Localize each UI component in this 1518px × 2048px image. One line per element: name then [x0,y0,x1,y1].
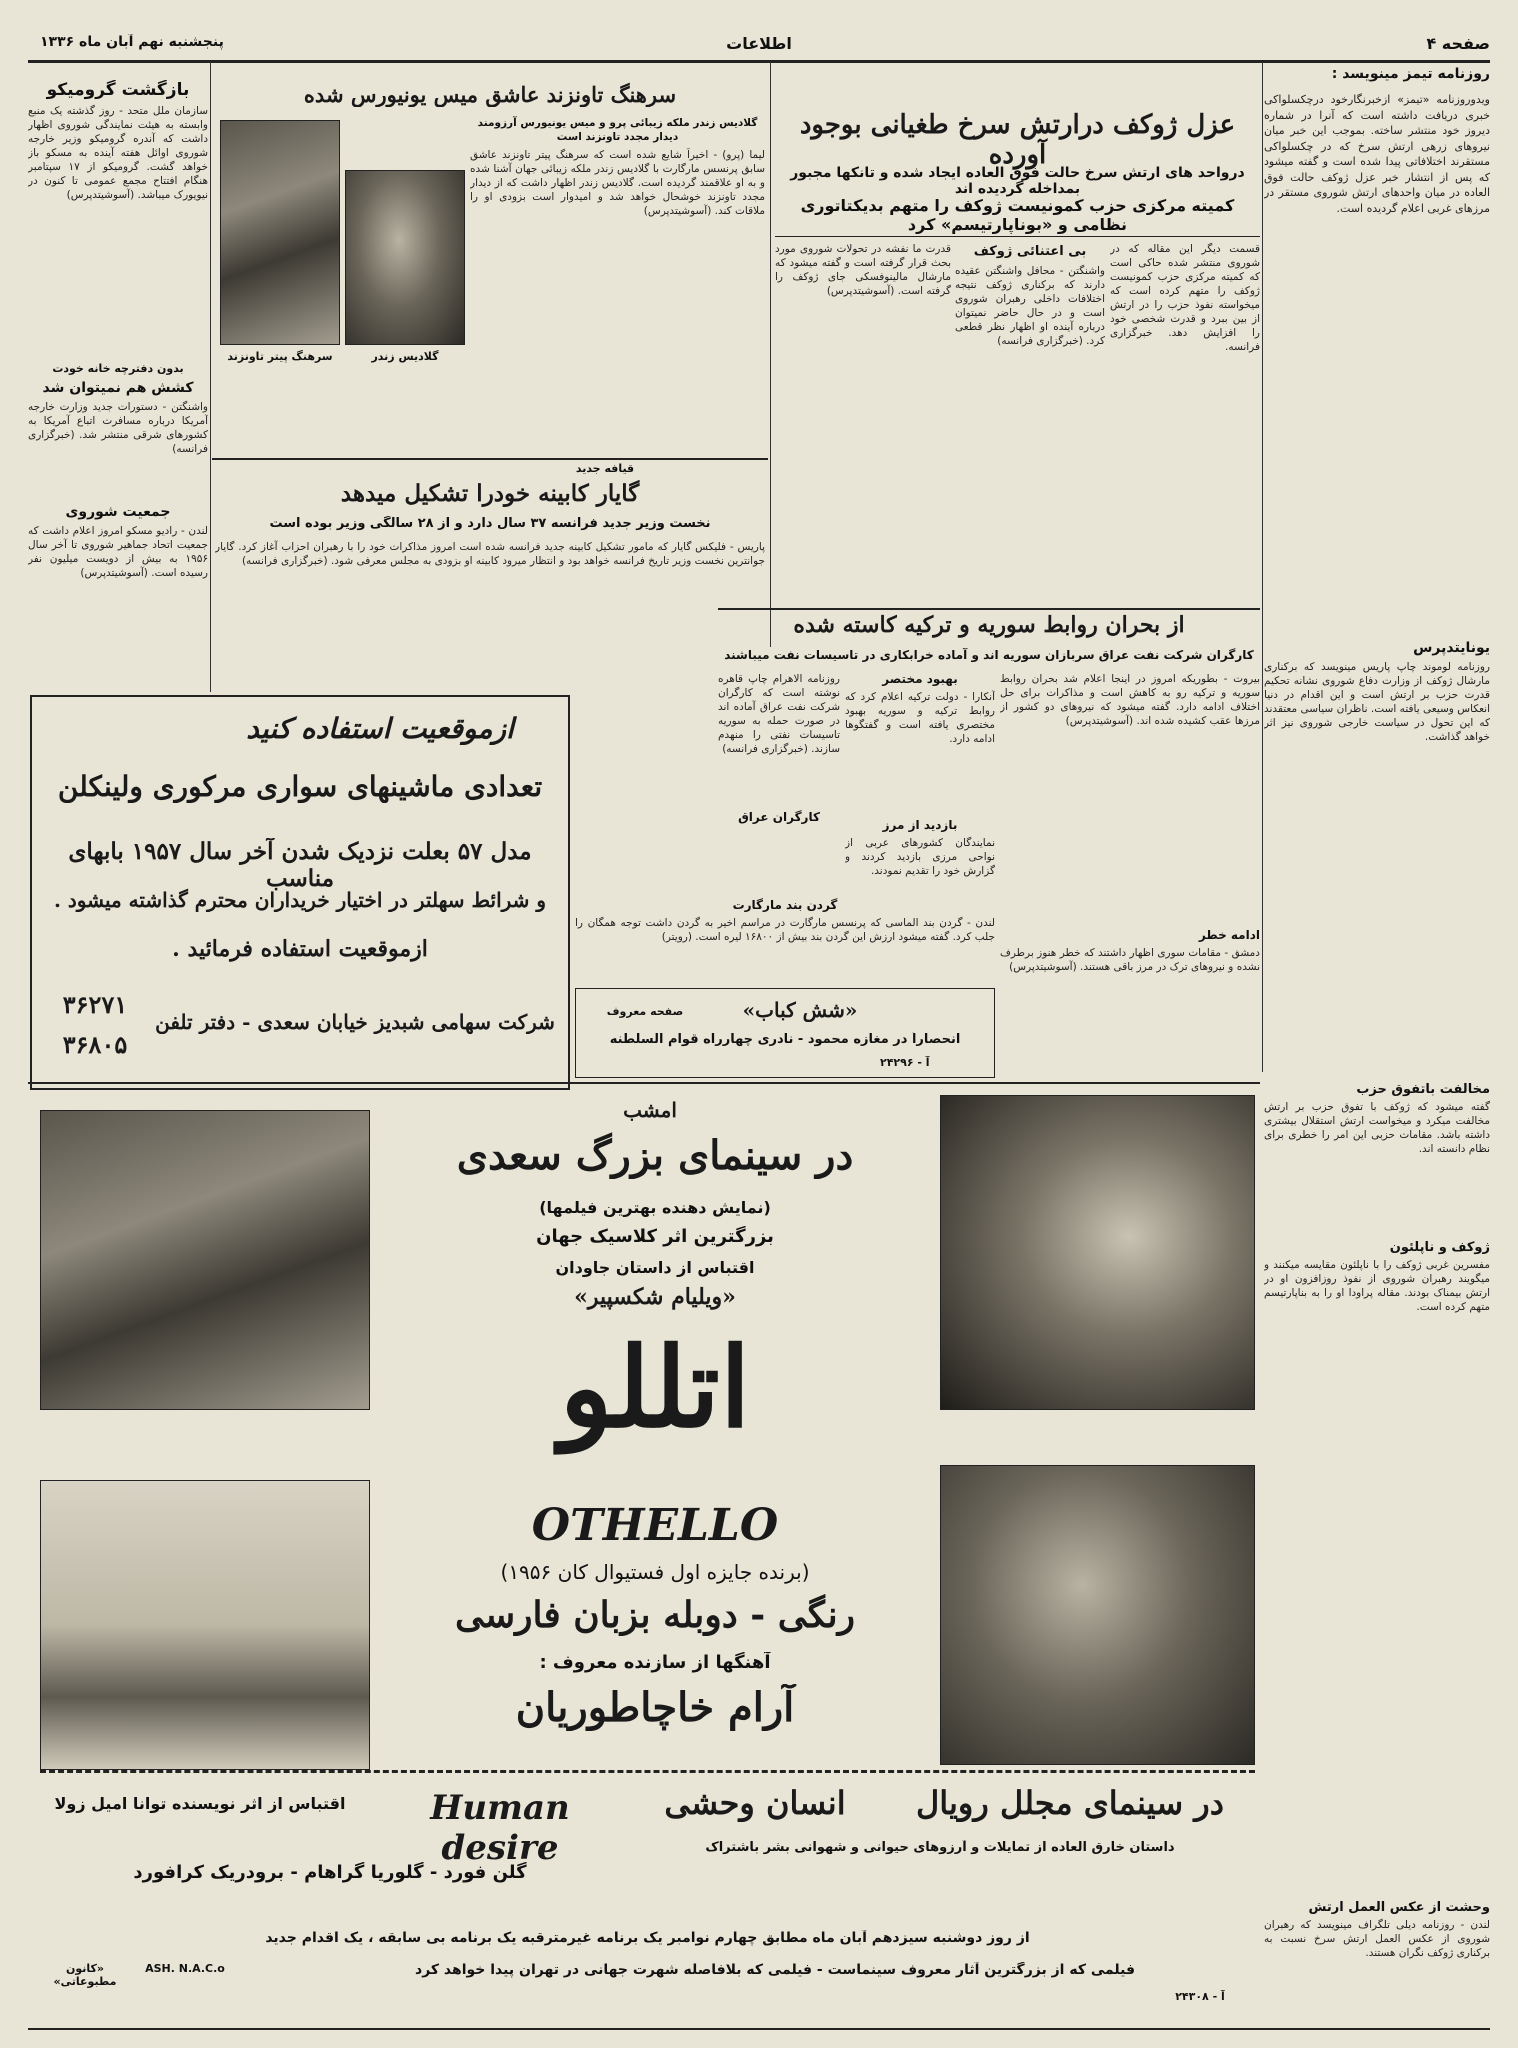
cinema-top-rule [28,1082,1260,1084]
far-right-body-a: ویدوروزنامه «تیمز» ازخبرنگارخود درچکسلواکی خبری دریافت داشته است که آنرا در شماره دیروز خود منتشر ساخته. بموجب این خبر میان نیروهای زرهی ارتش سرخ که در چکسلواکی مستقرند اختلافاتی پیدا شده است و گفته میشود که پس از انتشار خبر عزل ژوکف حالت فوق العاده در میان واحدهای ارتش شوروی مستقر در مرزهای غربی اعلام گردیده است. [1264,93,1490,215]
mercury-phone1: ۳۶۲۷۱ [62,990,128,1019]
far-right-sec4-head: وحشت از عکس العمل ارتش [1308,1900,1490,1915]
hd-code: آ - ۲۴۳۰۸ [1175,1990,1225,2003]
cinema-award: (برنده جایزه اول فستیوال کان ۱۹۵۶) [500,1560,810,1584]
zhukov-subhead2: کمیته مرکزی حزب کمونیست ژوکف را متهم بدیکتاتوری نظامی و «بوناپارتیسم» کرد [800,196,1235,234]
kabab-body: انحصاراً در مغازه محمود - نادری چهارراه قوام السلطنه [609,1032,961,1047]
divider-far-right [1262,62,1263,1072]
gaillard-headline: گایار کابینه خودرا تشکیل میدهد [340,480,640,507]
townsend-caption: سرهنگ پیتر تاونزند [227,350,333,363]
cinema-author: «ویلیام شکسپیر» [574,1284,736,1310]
zander-photo [345,170,465,345]
far-right-sec1-body: روزنامه لوموند چاپ پاریس مینویسد که برکناری مارشال ژوکف از وزارت دفاع شوروی نشانه تحکیم قدرت حزب بر ارتش است و این اقدام در دنیا انعکاس وسیعی یافته است. ناظران سیاسی معتقدند که این تحول در سیاست خارجی شوروی نیز اثر خواهد گذاشت. [1264,661,1490,743]
human-desire-rule [40,1770,1255,1773]
gaillard-kicker: قیافه جدید [575,462,635,475]
masthead-paper: اطلاعات [726,34,792,53]
hd-agency-fa: «کانون مطبوعاتی» [53,1962,117,1988]
syria-subhead: کارگران شرکت نفت عراق سربازان سوریه اند و آماده خرابکاری در تاسیسات نفت میباشند [724,648,1254,662]
mercury-phone2: ۳۶۸۰۵ [62,1030,128,1059]
cinema-title-en: OTHELLO [531,1500,779,1551]
hd-agency: ASH. N.A.C.o [145,1962,225,1975]
cinema-dub: رنگی - دوبله بزبان فارسی [454,1594,856,1636]
othello-still-1 [40,1110,370,1410]
syria-top-rule [718,608,1260,610]
margaret-body: لندن - گردن بند الماسی که پرنسس مارگارت در مراسم اخیر به گردن داشت توجه همگان را جلب کرد. گفته میشود ارزش این گردن بند بیش از ۱۶۸۰۰ لیره است. (رویتر) [575,917,995,943]
bottom-rule [28,2028,1490,2030]
cinema-tag2: بزرگترین اثر کلاسیک جهان [536,1226,774,1247]
border-head: بازدید از مرز [882,818,958,832]
danger-body: دمشق - مقامات سوری اظهار داشتند که خطر هنوز برطرف نشده و نیروهای ترک در مرز باقی هستند. (آسوشیتدپرس) [1000,947,1260,973]
border-body: نمایندگان کشورهای عربی از نواحی مرزی بازدید کردند و گزارش خود را تقدیم نمودند. [845,837,995,877]
far-right-sec4-body: لندن - روزنامه دیلی تلگراف مینویسد که رهبران شوروی از عکس العمل ارتش سرخ نسبت به برکناری ژوکف نگران هستند. [1264,1919,1490,1959]
zhukov-body-b: قسمت دیگر این مقاله که در شوروی منتشر شده حاکی است که کمیته مرکزی حزب کمونیست ژوکف را متهم کرده است که میخواسته نفوذ حزب را در ارتش از بین ببرد و قدرت شخصی خود را افزایش دهد. خبرگزاری فرانسه. [1110,243,1260,353]
masthead-page: صفحه ۴ [1426,34,1490,53]
mercury-line3: و شرائط سهلتر در اختیار خریداران محترم گذاشته میشود . [53,888,547,912]
mercury-company: شرکت سهامی شبدیز خیابان سعدی - دفتر تلفن [155,1010,555,1034]
zhukov-subhead1: درواحد های ارتش سرخ حالت فوق العاده ایجاد شده و تانکها مجبور بمداخله گردیده اند [790,165,1245,197]
cinema-title-fa: اتللو [559,1323,751,1452]
zhukov-headline: عزل ژوکف درارتش سرخ طغیانی بوجود آورده [799,110,1236,170]
cinema-composer: آرام خاچاطوریان [515,1684,795,1731]
zander-caption: گلادیس زندر [371,350,439,363]
othello-still-3 [40,1480,370,1770]
hd-title-en: Human desire [430,1788,570,1868]
gaillard-subhead: نخست وزیر جدید فرانسه ۳۷ سال دارد و از ۲۸ سالگی وزیر بوده است [269,516,711,531]
gromyko-body: سازمان ملل متحد - روز گذشته یک منبع وابسته به هیئت نمایندگی شوروی اظهار داشت که آندره گرومیکو وزیر خارجه شوروی اوائل هفته آینده به مسکو باز خواهد گشت. گرومیکو از ۱۷ سپتامبر هنگام افتتاح مجمع عمومی تا کنون در نیویورک میباشد. (آسوشیتدپرس) [28,105,208,201]
hd-source: اقتباس از اثر نویسنده توانا امیل زولا [54,1794,346,1813]
gaillard-body: پاریس - فلیکس گایار که مامور تشکیل کابینه جدید فرانسه شده است امروز مذاکرات خود را با رهبران احزاب آغاز کرد. گایار جوانترین نخست وزیر تاریخ فرانسه خواهد بود و انتظار میرود کابینه او بزودی به مجلس معرفی شود. (خبرگزاری فرانسه) [215,541,765,567]
townsend-body: لیما (پرو) - اخیراً شایع شده است که سرهنگ پیتر تاونزند عاشق سابق پرنسس مارگارت با گلادیس زندر ملکه زیبائی جهان آشنا شده و به او علاقمند گردیده است. گلادیس زندر اظهار داشت که از دیدار مجدد تاونزند خوشحال خواهد شد و امیدوار است بزودی او را ملاقات کند. (آسوشیتدپرس) [470,149,765,217]
zhukov-body-c: واشنگتن - محافل واشنگتن عقیده دارند که برکناری ژوکف نتیجه اختلافات داخلی رهبران شوروی است و در حال حاضر نمیتوان درباره آینده او اظهار نظر قطعی کرد. (خبرگزاری فرانسه) [955,265,1105,347]
othello-still-2 [940,1095,1255,1410]
far-right-sec3-body: مفسرین غربی ژوکف را با ناپلئون مقایسه میکنند و میگویند رهبران شوروی از نفوذ روزافزون او در ارتش بیمناک بودند. مقاله پراودا او را به بناپارتیسم متهم کرده است. [1264,1259,1490,1313]
left-note: بدون دفترچه خانه خودت [52,362,184,375]
zhukov-rule [775,236,1260,237]
hd-venue: در سینمای مجلل رویال [916,1784,1224,1822]
syria-body: بیروت - بطوریکه امروز در اینجا اعلام شد بحران روابط سوریه و ترکیه رو به کاهش است و مذاکرات برای حل اختلاف ادامه دارد. گفته میشود که نیروهای دو کشور از مرزها عقب کشیده شده اند. (آسوشیتدپرس) [1000,673,1260,727]
left-body2: واشنگتن - دستورات جدید وزارت خارجه آمریکا درباره مسافرت اتباع آمریکا به کشورهای شرقی منتشر شد. (خبرگزاری فرانسه) [28,401,208,455]
hd-cast: گلن فورد - گلوریا گراهام - برودریک کرافورد [133,1862,527,1883]
masthead-rule [28,60,1490,63]
townsend-headline: سرهنگ تاونزند عاشق میس یونیورس شده [303,82,677,107]
mercury-line4: ازموقعیت استفاده فرمائید . [172,936,428,962]
hd-tagline: داستان خارق العاده از تمایلات و آرزوهای حیوانی و شهوانی بشر باشتراک [705,1840,1175,1855]
margaret-head: گردن بند مارگارت [732,898,838,912]
zhukov-sub: بی اعتنائی ژوکف [973,244,1087,259]
zhukov-body-d: قدرت ما نفشه در تحولات شوروی مورد بحث قرار گرفته است و گفته میشود که مارشال مالینوفسکی جای ژوکف را گرفته است. (آسوشیتدپرس) [775,243,951,297]
cinema-tonight: امشب [623,1098,677,1122]
kabab-prefix: صفحه معروف [606,1005,684,1018]
iraq-intro: روزنامه الاهرام چاپ قاهره نوشته است که کارگران شرکت نفت عراق آماده اند در صورت حمله به سوریه تاسیسات نفتی را منهدم سازند. (خبرگزاری فرانسه) [718,673,840,755]
far-right-sec1-head: یونایتدپرس [1413,640,1490,656]
kabab-code: آ - ۲۴۲۹۶ [880,1056,930,1069]
brief-head: بهبود مختصر [882,672,958,686]
gromyko-head: بازگشت گرومیکو [46,80,190,100]
iraq-head: کارگران عراق [738,810,820,824]
syria-headline: از بحران روابط سوریه و ترکیه کاسته شده [793,612,1185,638]
kicker: روزنامه تیمز مینویسد : [1331,66,1490,82]
far-right-sec2-head: مخالفت باتفوق حزب [1356,1082,1490,1097]
danger-head: ادامه خطر [1198,928,1260,942]
left-head2: کشش هم نمیتوان شد [42,380,194,396]
townsend-subhead: گلادیس زندر ملکه زیبائی پرو و میس یونیورس آرزومند دیدار مجدد تاونزند است [477,117,758,143]
divider-left [210,62,211,692]
hd-title-fa: انسان وحشی [664,1784,846,1822]
left-body3: لندن - رادیو مسکو امروز اعلام داشت که جمعیت اتحاد جماهیر شوروی تا آخر سال ۱۹۵۶ به بیش از دویست میلیون نفر رسیده است. (آسوشیتدپرس) [28,525,208,579]
townsend-photo [220,120,340,345]
masthead-date: پنجشنبه نهم آبان ماه ۱۳۳۶ [40,34,224,50]
cinema-tag3: اقتباس از داستان جاودان [555,1258,755,1277]
mercury-line2: مدل ۵۷ بعلت نزدیک شدن آخر سال ۱۹۵۷ بابهای مناسب [68,838,532,892]
far-right-sec2-body: گفته میشود که ژوکف با تفوق حزب بر ارتش مخالفت میکرد و میخواست ارتش استقلال بیشتری داشته باشد. مقامات حزبی این امر را خطری برای نظام دانسته اند. [1264,1101,1490,1155]
kabab-title: «شش کباب» [742,998,858,1022]
far-right-sec3-head: ژوکف و ناپلئون [1389,1240,1490,1255]
othello-still-4 [940,1465,1255,1765]
hd-note: فیلمی که از بزرگترین آثار معروف سینماست - فیلمی که بلافاصله شهرت جهانی در تهران پیدا خواهد کرد [415,1962,1135,1978]
hd-schedule: از روز دوشنبه سیزدهم آبان ماه مطابق چهارم نوامبر یک برنامه غیرمترقبه یک برنامه بی سابقه ، یک اقدام جدید [265,1930,1030,1946]
divider-mid [770,62,771,647]
cinema-venue: در سینمای بزرگ سعدی [456,1132,854,1179]
cinema-tag1: (نمایش دهنده بهترین فیلمها) [539,1198,771,1217]
mercury-title: ازموقعیت استفاده کنید [246,712,514,745]
cinema-music-by: آهنگها از سازنده معروف : [539,1652,771,1673]
mercury-line1: تعدادی ماشینهای سواری مرکوری ولینکلن [57,770,543,803]
left-head3: جمعیت شوروی [65,504,171,520]
brief-body: آنکارا - دولت ترکیه اعلام کرد که روابط ترکیه و سوریه بهبود مختصری یافته است و گفتگوها ادامه دارد. [845,691,995,745]
gaillard-top-rule [212,458,768,460]
